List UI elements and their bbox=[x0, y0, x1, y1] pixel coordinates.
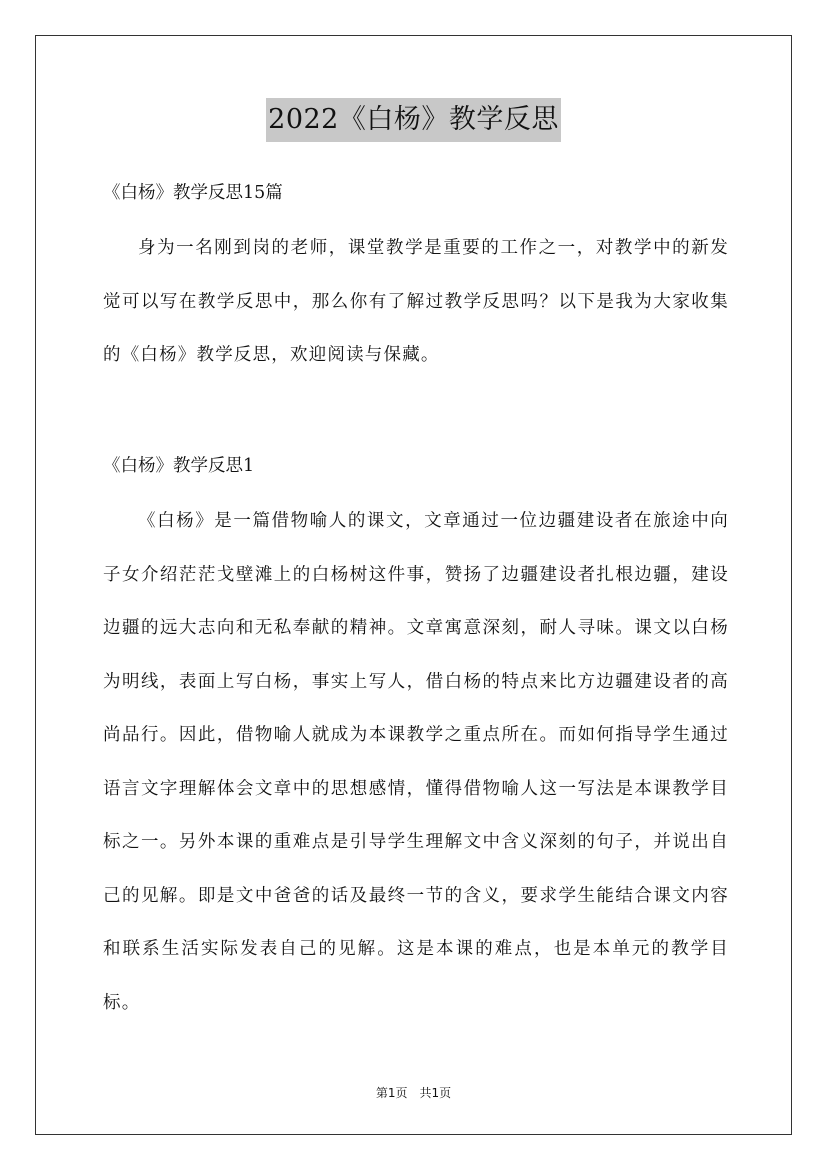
intro-paragraph: 身为一名刚到岗的老师，课堂教学是重要的工作之一，对教学中的新发觉可以写在教学反思中，那么你有了解过教学反思吗？以下是我为大家收集的《白杨》教学反思，欢迎阅读与保藏。 bbox=[103, 238, 729, 365]
title-container bbox=[0, 98, 827, 142]
section-heading: 《白杨》教学反思1 bbox=[103, 456, 255, 476]
section-body-paragraph: 《白杨》是一篇借物喻人的课文，文章通过一位边疆建设者在旅途中向子女介绍茫茫戈壁滩上的白杨树这件事，赞扬了边疆建设者扎根边疆，建设边疆的远大志向和无私奉献的精神。文章寓意深刻，耐人寻味。课文以白杨为明线，表面上写白杨，事实上写人，借白杨的特点来比方边疆建设者的高尚品行。因此，借物喻人就成为本课教学之重点所在。而如何指导学生通过语言文字理解体会文章中的思想感情，懂得借物喻人这一写法是本课教学目标之一。另外本课的重难点是引导学生理解文中含义深刻的句子，并说出自己的见解。即是文中爸爸的话及最终一节的含义，要求学生能结合课文内容和联系生活实际发表自己的见解。这是本课的难点，也是本单元的教学目标。 bbox=[103, 511, 729, 1013]
document-subtitle: 《白杨》教学反思15篇 bbox=[103, 183, 283, 203]
document-title: 2022《白杨》教学反思 bbox=[266, 98, 561, 142]
page-footer: 第1页 共1页 bbox=[375, 1086, 452, 1100]
